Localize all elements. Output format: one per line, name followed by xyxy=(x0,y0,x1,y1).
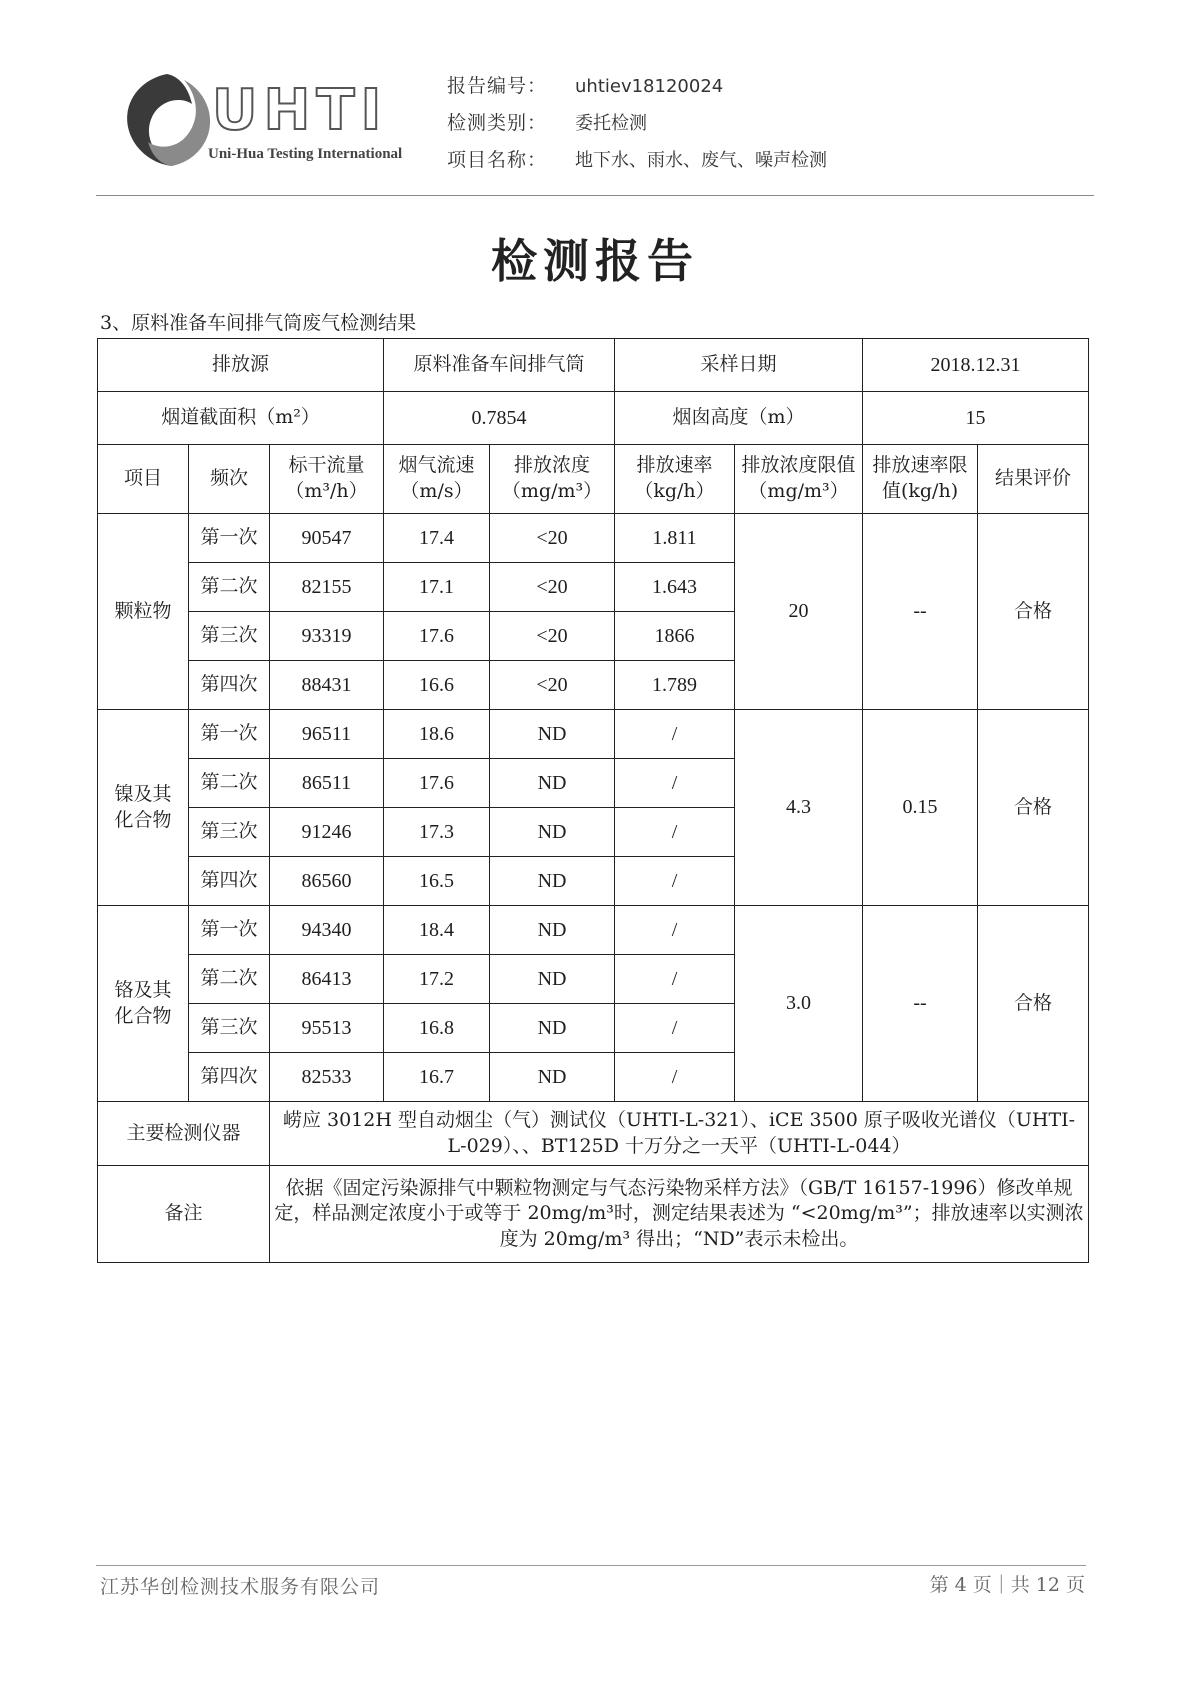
conc-cell: ND xyxy=(490,710,615,759)
logo-wordmark: UHTI xyxy=(212,78,388,143)
speed-cell: 17.4 xyxy=(384,514,490,563)
flow-cell: 82533 xyxy=(270,1053,384,1102)
freq-cell: 第二次 xyxy=(189,955,270,1004)
header-rate: 排放速率（kg/h） xyxy=(615,445,735,514)
freq-cell: 第一次 xyxy=(189,906,270,955)
group-name: 颗粒物 xyxy=(98,514,189,710)
header-rate-limit: 排放速率限值(kg/h) xyxy=(863,445,978,514)
header-result: 结果评价 xyxy=(978,445,1089,514)
speed-cell: 18.6 xyxy=(384,710,490,759)
speed-cell: 17.3 xyxy=(384,808,490,857)
flow-cell: 88431 xyxy=(270,661,384,710)
result-cell: 合格 xyxy=(978,514,1089,710)
flow-cell: 96511 xyxy=(270,710,384,759)
page-title: 检测报告 xyxy=(491,234,699,288)
header-conc-limit: 排放浓度限值（mg/m³） xyxy=(735,445,863,514)
rate-cell: / xyxy=(615,906,735,955)
freq-cell: 第二次 xyxy=(189,759,270,808)
rate-cell: / xyxy=(615,759,735,808)
conc-cell: ND xyxy=(490,955,615,1004)
rate-cell: 1.789 xyxy=(615,661,735,710)
header-conc: 排放浓度（mg/m³） xyxy=(490,445,615,514)
flow-cell: 90547 xyxy=(270,514,384,563)
section-title: 3、原料准备车间排气筒废气检测结果 xyxy=(100,312,417,334)
group-name: 铬及其化合物 xyxy=(98,906,189,1102)
conc-cell: ND xyxy=(490,808,615,857)
conc-limit-cell: 4.3 xyxy=(735,710,863,906)
flow-cell: 86413 xyxy=(270,955,384,1004)
meta-label: 项目名称： xyxy=(447,149,548,171)
conc-limit-cell: 20 xyxy=(735,514,863,710)
meta-label: 检测类别： xyxy=(447,112,548,134)
rate-cell: / xyxy=(615,808,735,857)
header-divider xyxy=(96,195,1094,196)
result-cell: 合格 xyxy=(978,710,1089,906)
logo-subtitle: Uni-Hua Testing International xyxy=(208,146,403,162)
meta-value: uhtiev18120024 xyxy=(575,76,724,97)
meta-label: 报告编号： xyxy=(447,75,548,97)
rate-cell: 1.811 xyxy=(615,514,735,563)
meta-value: 地下水、雨水、废气、噪声检测 xyxy=(575,150,827,171)
freq-cell: 第二次 xyxy=(189,563,270,612)
speed-cell: 17.1 xyxy=(384,563,490,612)
rate-cell: 1866 xyxy=(615,612,735,661)
height-label: 烟囱高度（m） xyxy=(615,392,863,445)
rate-limit-cell: -- xyxy=(863,514,978,710)
speed-cell: 17.2 xyxy=(384,955,490,1004)
table-row xyxy=(98,906,1089,955)
meta-value: 委托检测 xyxy=(575,113,647,134)
rate-cell: 1.643 xyxy=(615,563,735,612)
conc-cell: <20 xyxy=(490,563,615,612)
area-label: 烟道截面积（m²） xyxy=(98,392,384,445)
flow-cell: 94340 xyxy=(270,906,384,955)
freq-cell: 第四次 xyxy=(189,857,270,906)
instruments-label: 主要检测仪器 xyxy=(98,1102,270,1166)
footer-company: 江苏华创检测技术服务有限公司 xyxy=(100,1576,381,1598)
date-value: 2018.12.31 xyxy=(863,339,1089,392)
remarks-label: 备注 xyxy=(98,1166,270,1263)
footer-divider xyxy=(96,1565,1086,1566)
speed-cell: 17.6 xyxy=(384,759,490,808)
conc-cell: ND xyxy=(490,857,615,906)
freq-cell: 第四次 xyxy=(189,1053,270,1102)
freq-cell: 第三次 xyxy=(189,808,270,857)
meta-report-number xyxy=(447,68,827,105)
meta-project-name xyxy=(447,142,827,179)
table-header-row xyxy=(98,445,1089,514)
conc-cell: ND xyxy=(490,759,615,808)
company-logo xyxy=(112,62,412,182)
flow-cell: 93319 xyxy=(270,612,384,661)
table-row xyxy=(98,392,1089,445)
header-freq: 频次 xyxy=(189,445,270,514)
freq-cell: 第三次 xyxy=(189,1004,270,1053)
source-label: 排放源 xyxy=(98,339,384,392)
conc-cell: <20 xyxy=(490,661,615,710)
conc-cell: ND xyxy=(490,1004,615,1053)
conc-cell: <20 xyxy=(490,612,615,661)
instruments-row xyxy=(98,1102,1089,1166)
conc-cell: ND xyxy=(490,1053,615,1102)
source-value: 原料准备车间排气筒 xyxy=(384,339,615,392)
area-value: 0.7854 xyxy=(384,392,615,445)
flow-cell: 86560 xyxy=(270,857,384,906)
rate-cell: / xyxy=(615,857,735,906)
table-row xyxy=(98,710,1089,759)
instruments-value: 崂应 3012H 型自动烟尘（气）测试仪（UHTI-L-321）、iCE 3500 原子吸收光谱仪（UHTI-L-029）、、BT125D 十万分之一天平（UHTI-L-044） xyxy=(270,1102,1089,1166)
flow-cell: 91246 xyxy=(270,808,384,857)
date-label: 采样日期 xyxy=(615,339,863,392)
conc-cell: <20 xyxy=(490,514,615,563)
header-item: 项目 xyxy=(98,445,189,514)
logo-swirl-icon xyxy=(112,62,222,182)
speed-cell: 16.7 xyxy=(384,1053,490,1102)
report-meta xyxy=(447,68,827,179)
conc-cell: ND xyxy=(490,906,615,955)
rate-cell: / xyxy=(615,1004,735,1053)
speed-cell: 18.4 xyxy=(384,906,490,955)
flow-cell: 86511 xyxy=(270,759,384,808)
table-row xyxy=(98,339,1089,392)
speed-cell: 17.6 xyxy=(384,612,490,661)
height-value: 15 xyxy=(863,392,1089,445)
remarks-value: 依据《固定污染源排气中颗粒物测定与气态污染物采样方法》（GB/T 16157-1996）修改单规定，样品测定浓度小于或等于 20mg/m³时，测定结果表述为 “<20mg/m³”；排放速率以实测浓度为 20mg/m³ 得出；“ND”表示未检出。 xyxy=(270,1166,1089,1263)
table-row xyxy=(98,514,1089,563)
flow-cell: 95513 xyxy=(270,1004,384,1053)
rate-cell: / xyxy=(615,710,735,759)
speed-cell: 16.6 xyxy=(384,661,490,710)
freq-cell: 第一次 xyxy=(189,514,270,563)
footer-page-number: 第 4 页｜共 12 页 xyxy=(929,1574,1085,1596)
flow-cell: 82155 xyxy=(270,563,384,612)
conc-limit-cell: 3.0 xyxy=(735,906,863,1102)
header-flow: 标干流量（m³/h） xyxy=(270,445,384,514)
result-cell: 合格 xyxy=(978,906,1089,1102)
rate-cell: / xyxy=(615,955,735,1004)
speed-cell: 16.5 xyxy=(384,857,490,906)
header-speed: 烟气流速（m/s） xyxy=(384,445,490,514)
rate-limit-cell: 0.15 xyxy=(863,710,978,906)
freq-cell: 第四次 xyxy=(189,661,270,710)
rate-cell: / xyxy=(615,1053,735,1102)
remarks-row xyxy=(98,1166,1089,1263)
rate-limit-cell: -- xyxy=(863,906,978,1102)
freq-cell: 第一次 xyxy=(189,710,270,759)
emission-results-table xyxy=(97,338,1089,1263)
freq-cell: 第三次 xyxy=(189,612,270,661)
group-name: 镍及其化合物 xyxy=(98,710,189,906)
meta-test-category xyxy=(447,105,827,142)
speed-cell: 16.8 xyxy=(384,1004,490,1053)
